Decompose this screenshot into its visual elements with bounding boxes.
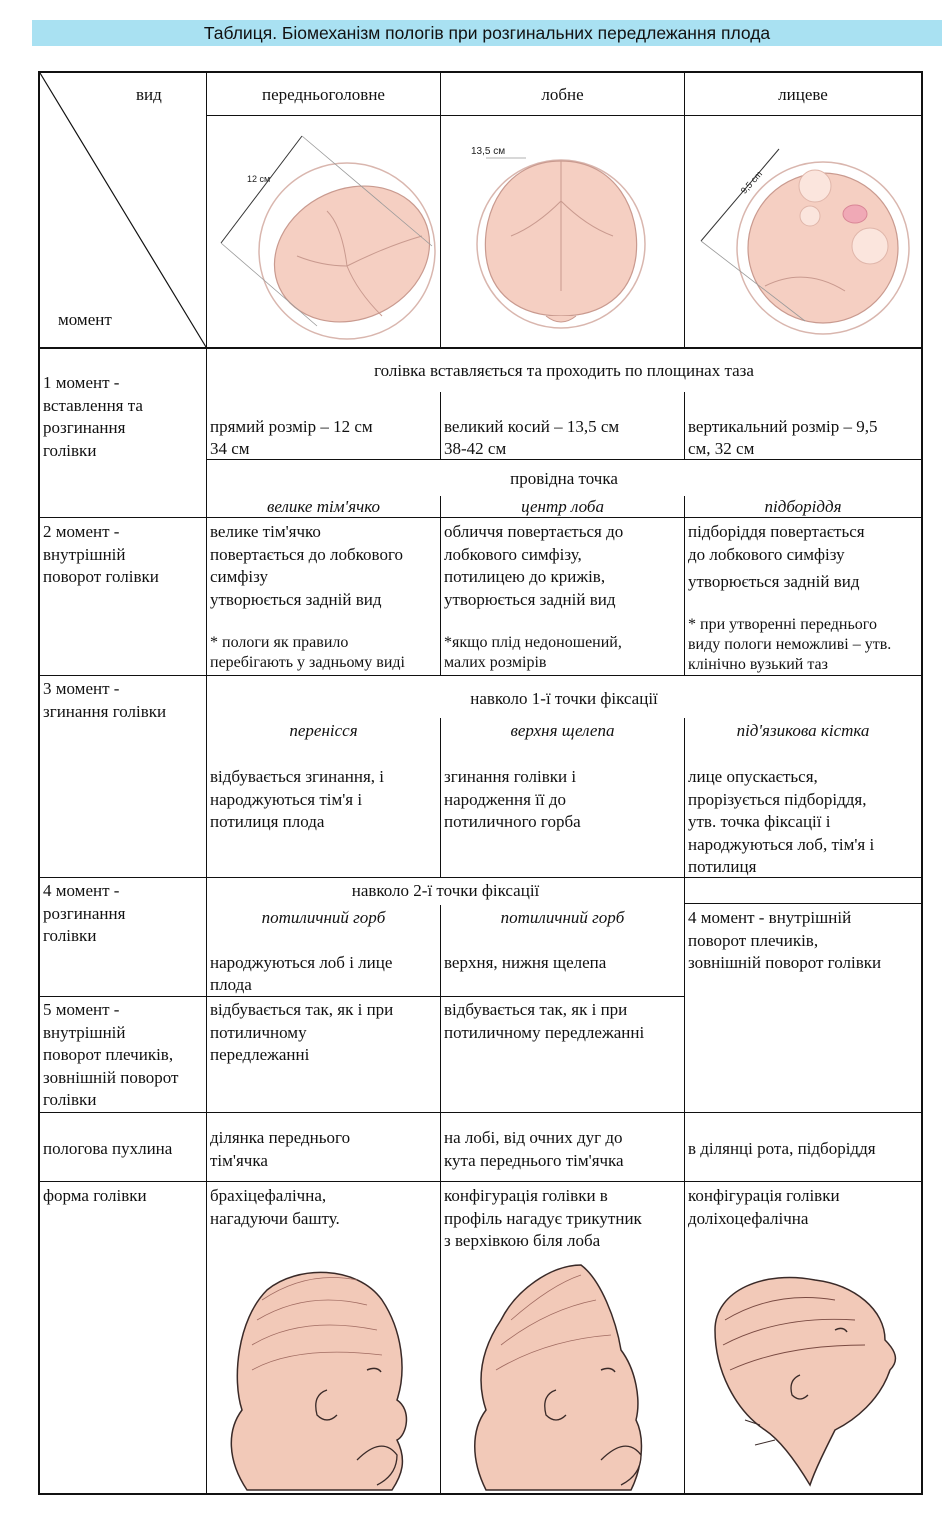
column-header-anterior: передньоголовне xyxy=(262,85,385,104)
m3-point-face: під'язикова кістка xyxy=(736,721,870,740)
skull-diagram-brow xyxy=(441,116,684,347)
lead-point-brow: центр лоба xyxy=(521,497,604,516)
m4-point-anterior: потиличний горб xyxy=(261,908,386,927)
measure-brow: 13,5 см xyxy=(471,146,506,157)
m3-point-anterior: перенісся xyxy=(289,721,358,740)
skull-diagram-face xyxy=(685,116,921,347)
column-header-face: лицеве xyxy=(778,85,828,104)
m4-header: навколо 2-ї точки фіксації xyxy=(351,881,540,900)
page-title: Таблиця. Біомеханізм пологів при розгинальних передлежання плода xyxy=(203,23,771,43)
lead-point-anterior: велике тім'ячко xyxy=(266,497,381,516)
baby-head-dolichocephalic xyxy=(685,1260,921,1490)
m3-point-brow: верхня щелепа xyxy=(510,721,615,740)
skull-diagram-anterior xyxy=(207,116,440,347)
tumor-cell-face: в ділянці рота, підборіддя xyxy=(688,1139,876,1158)
column-header-brow: лобне xyxy=(541,85,584,104)
baby-head-triangular xyxy=(441,1260,684,1490)
m4-point-brow: потиличний горб xyxy=(500,908,625,927)
shape-name: форма голівки xyxy=(43,1186,147,1205)
corner-label-top: вид xyxy=(136,85,162,104)
m3-header: навколо 1-ї точки фіксації xyxy=(470,689,658,708)
measure-anterior: 12 см xyxy=(247,174,271,184)
corner-label-bottom: момент xyxy=(58,310,112,329)
m1-header: голівка вставляється та проходить по площинах таза xyxy=(374,361,754,380)
baby-head-brachycephalic xyxy=(207,1260,440,1490)
lead-point-face: підборіддя xyxy=(764,497,842,516)
tumor-name: пологова пухлина xyxy=(43,1139,173,1158)
lead-point-header: провідна точка xyxy=(510,469,618,488)
measure-face: 9,5 cm xyxy=(738,168,765,196)
